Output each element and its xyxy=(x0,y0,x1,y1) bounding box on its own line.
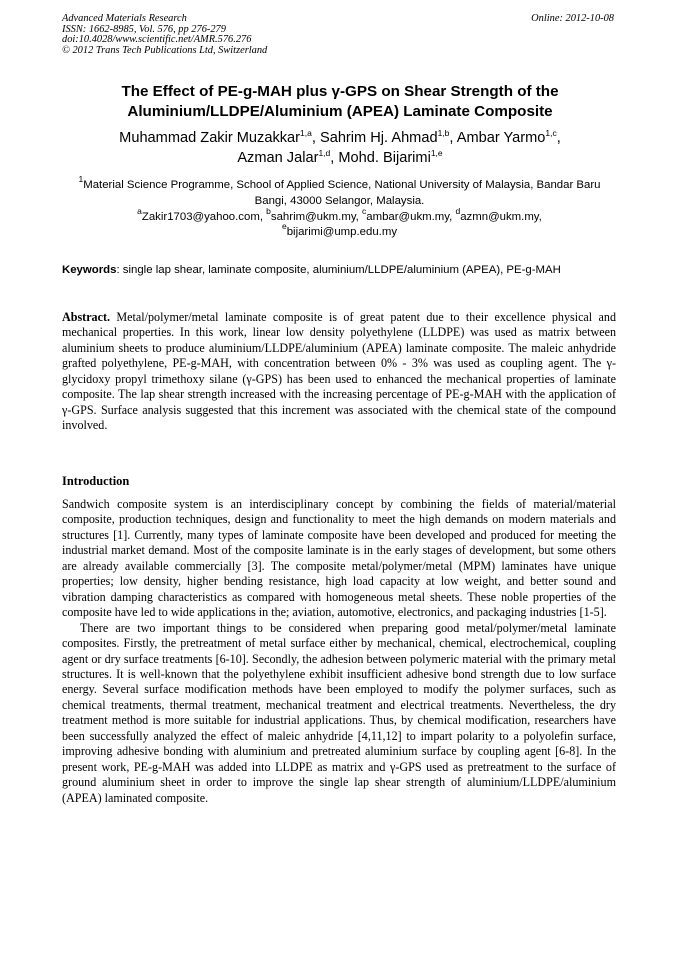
email-separator: , xyxy=(259,211,267,223)
author-affil-mark: 1,c xyxy=(545,128,557,138)
author-name: Mohd. Bijarimi xyxy=(338,150,431,166)
author-affil-mark: 1,e xyxy=(430,148,443,158)
keywords xyxy=(62,263,616,278)
affiliation-mark: 1 xyxy=(78,174,84,184)
author-name: Sahrim Hj. Ahmad xyxy=(319,130,438,146)
email-address: Zakir1703@yahoo.com xyxy=(141,211,260,223)
email-address: ambar@ukm.my xyxy=(366,211,450,223)
author-separator: , xyxy=(330,150,339,166)
email-list xyxy=(62,206,617,240)
email-separator: , xyxy=(449,211,456,223)
author-separator: , xyxy=(449,130,457,146)
affiliation-text: Material Science Programme, School of Applied Science, National University of Malaysia, Bandar Baru Bangi, 43000 Selangor, Malaysia. xyxy=(83,179,601,207)
introduction-body xyxy=(62,497,616,806)
abstract-text: Metal/polymer/metal laminate composite is of great patent due to their excellence physical and mechanical properties. In this work, linear low density polyethylene (LLDPE) was used as matrix between aluminium sheets to produce aluminium/LLDPE/aluminium (APEA) laminate composite. The maleic anhydride grafted polyethylene, PE-g-MAH, with concentration between 0% - 3% was used as coupling agent. The γ-glycidoxy propyl trimethoxy silane (γ-GPS) has been used to enhanced the mechanical properties of laminate composite. The lap shear strength increased with the increasing percentage of PE-g-MAH with the application of γ-GPS. Surface analysis suggested that this increment was associated with the chemical state of the compound involved. xyxy=(62,310,616,433)
author-affil-mark: 1,a xyxy=(300,128,312,138)
journal-header xyxy=(62,14,267,56)
journal-copyright: © 2012 Trans Tech Publications Ltd, Switzerland xyxy=(62,44,268,56)
author-name: Azman Jalar xyxy=(237,150,319,166)
author-affil-mark: 1,d xyxy=(318,148,331,158)
paragraph: There are two important things to be considered when preparing good metal/polymer/metal laminate composites. Firstly, the pretreatment of metal surface either by mechanical, chemical, electrochemical, coupling agent or dry surface treatments [6-10]. Secondly, the adhesion between polymeric material with the primary metal structures. It is well-known that the polyethylene exhibit insufficient adhesive bond strength due to low surface energy. Several surface modification methods have been employed to modify the polymer surfaces, such as chemical treatments, thermal treatment, mechanical treatment and electrical treatments. Nevertheless, the dry treatment method is more suitable for industrial applications. Thus, by chemical modification, researchers have been successfully analyzed the effect of maleic anhydride [4,11,12] to impart polarity to a polyolefin surface, improving adhesive bonding with aluminium and pretreated aluminium surface by coupling agent [6-8]. In the present work, PE-g-MAH was added into LLDPE as matrix and γ-GPS used as pretreatment to the surface of ground aluminium sheet in order to improve the single lap shear strength of aluminium/LLDPE/aluminium (APEA) laminated composite. xyxy=(62,620,616,805)
journal-name: Advanced Materials Research xyxy=(62,13,187,24)
abstract xyxy=(62,310,616,434)
author-separator: , xyxy=(556,130,561,146)
email-address: sahrim@ukm.my xyxy=(270,211,356,223)
author-affil-mark: 1,b xyxy=(437,128,450,138)
keywords-label: Keywords xyxy=(62,264,117,276)
journal-issn: ISSN: 1662-8985, Vol. 576, pp 276-279 xyxy=(62,23,226,35)
author-list xyxy=(60,129,620,169)
abstract-label: Abstract. xyxy=(62,310,111,324)
online-date: Online: 2012-10-08 xyxy=(531,13,614,24)
email-mark: d xyxy=(455,206,461,216)
email-mark: a xyxy=(137,206,142,216)
paragraph: Sandwich composite system is an interdisciplinary concept by combining the fields of material/material composite, production techniques, design and functionality to meet the high demands on modern materials and structures [1]. Currently, many types of laminate composite have been developed and produced for meeting the industrial market demand. Most of the composite laminate is in the early stages of development, but some others are already available commercially [3]. The composite metal/polymer/metal (MPM) laminates have unique properties; low density, higher bending resistance, high load capacity at low weight, and better sound and vibration damping characteristics as compared with homogeneous metal sheets. These noble properties of the composite have led to wide applications in the; aviation, automotive, electronics, and packaging industries [1-5]. xyxy=(62,497,616,620)
email-mark: c xyxy=(362,206,367,216)
email-address: bijarimi@ump.edu.my xyxy=(286,226,398,238)
paper-title: The Effect of PE-g-MAH plus γ-GPS on Shear Strength of the Aluminium/LLDPE/Aluminium (APEA) Laminate Composite xyxy=(121,83,559,120)
keywords-text: : single lap shear, laminate composite, aluminium/LLDPE/aluminium (APEA), PE-g-MAH xyxy=(116,264,561,276)
email-separator: , xyxy=(355,211,363,223)
journal-doi: doi:10.4028/www.scientific.net/AMR.576.276 xyxy=(62,34,252,46)
affiliation xyxy=(62,174,617,209)
author-separator: , xyxy=(311,130,320,146)
section-heading-introduction: Introduction xyxy=(62,474,130,488)
author-name: Muhammad Zakir Muzakkar xyxy=(119,130,301,146)
email-mark: b xyxy=(266,206,271,216)
email-separator: , xyxy=(538,211,542,223)
author-name: Ambar Yarmo xyxy=(456,130,546,146)
email-mark: e xyxy=(281,221,287,231)
email-address: azmn@ukm.my xyxy=(460,211,539,223)
